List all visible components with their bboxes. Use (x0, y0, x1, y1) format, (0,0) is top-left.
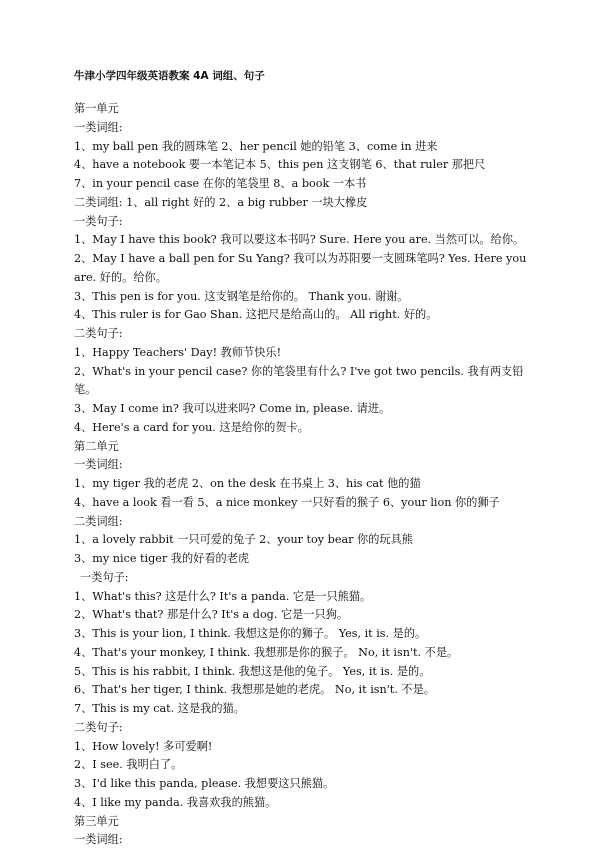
section-label: 二类句子: (74, 327, 123, 340)
section-label: 一类词组: (74, 833, 123, 847)
sentence-line: 6、That's her tiger, I think. 我想那是她的老虎。 No, it isn't. 不是。 (74, 683, 435, 697)
phrase-line: 3、my nice tiger 我的好看的老虎 (74, 552, 250, 565)
section-label: 二类句子: (74, 720, 123, 734)
unit-heading: 第二单元 (74, 439, 119, 453)
sentence-line: 3、This pen is for you. 这支钢笔是给你的。 Thank you. 谢谢。 (74, 289, 409, 303)
sentence-line: 1、May I have this book? 我可以要这本书吗? Sure. Here you are. 当然可以。给你。 (74, 233, 525, 247)
sentence-line: 4、I like my panda. 我喜欢我的熊猫。 (74, 795, 277, 809)
sentence-line: 2、I see. 我明白了。 (74, 758, 183, 772)
phrase-line: 4、have a notebook 要一本笔记本 5、this pen 这支钢笔 6、that ruler 那把尺 (74, 158, 486, 172)
sentence-line: 7、This is my cat. 这是我的猫。 (74, 702, 245, 715)
phrase-line: 4、have a look 看一看 5、a nice monkey 一只好看的猴子 6、your lion 你的狮子 (74, 495, 500, 509)
sentence-line: 4、This ruler is for Gao Shan. 这把尺是给高山的。 All right. 好的。 (74, 308, 438, 322)
sentence-line: 4、Here's a card for you. 这是给你的贺卡。 (74, 420, 309, 434)
document-body (74, 100, 544, 850)
sentence-line: 2、May I have a ball pen for Su Yang? 我可以为苏阳要一支圆珠笔吗? Yes. Here you are. 好的。给你。 (74, 252, 527, 284)
unit-heading: 第一单元 (74, 102, 119, 115)
sentence-line: 5、This is his rabbit, I think. 我想这是他的兔子。 Yes, it is. 是的。 (74, 664, 431, 678)
document-title: 牛津小学四年级英语教案 4A 词组、句子 (74, 70, 265, 82)
sentence-line: 3、This is your lion, I think. 我想这是你的狮子。 Yes, it is. 是的。 (74, 627, 427, 640)
sentence-line: 1、How lovely! 多可爱啊! (74, 739, 213, 753)
sentence-line: 4、That's your monkey, I think. 我想那是你的猴子。 No, it isn't. 不是。 (74, 645, 459, 659)
phrase-line: 1、my tiger 我的老虎 2、on the desk 在书桌上 3、his cat 他的猫 (74, 477, 421, 490)
phrase-line: 1、my ball pen 我的圆珠笔 2、her pencil 她的铅笔 3、come in 进来 (74, 139, 438, 153)
section-label: 一类词组: (74, 458, 123, 472)
phrase-line: 7、in your pencil case 在你的笔袋里 8、a book 一本书 (74, 177, 367, 190)
unit-heading: 第三单元 (74, 814, 119, 828)
phrase-line: 1、a lovely rabbit 一只可爱的兔子 2、your toy bear 你的玩具熊 (74, 533, 413, 547)
section-label: 一类句子: (80, 570, 129, 584)
section-label: 一类句子: (74, 214, 123, 228)
sentence-line: 1、What's this? 这是什么? It's a panda. 它是一只熊猫。 (74, 589, 372, 603)
sentence-line: 2、What's that? 那是什么? It's a dog. 它是一只狗。 (74, 608, 349, 622)
sentence-line: 1、Happy Teachers' Day! 教师节快乐! (74, 345, 282, 359)
sentence-line: 3、I'd like this panda, please. 我想要这只熊猫。 (74, 777, 335, 790)
section-label: 二类词组: (74, 514, 123, 528)
section-label: 一类词组: (74, 120, 123, 134)
sentence-line: 2、What's in your pencil case? 你的笔袋里有什么? I've got two pencils. 我有两支铅笔。 (74, 364, 524, 397)
sentence-line: 3、May I come in? 我可以进来吗? Come in, please. 请进。 (74, 402, 391, 415)
phrase-line: 二类词组: 1、all right 好的 2、a big rubber 一块大橡皮 (74, 195, 368, 209)
